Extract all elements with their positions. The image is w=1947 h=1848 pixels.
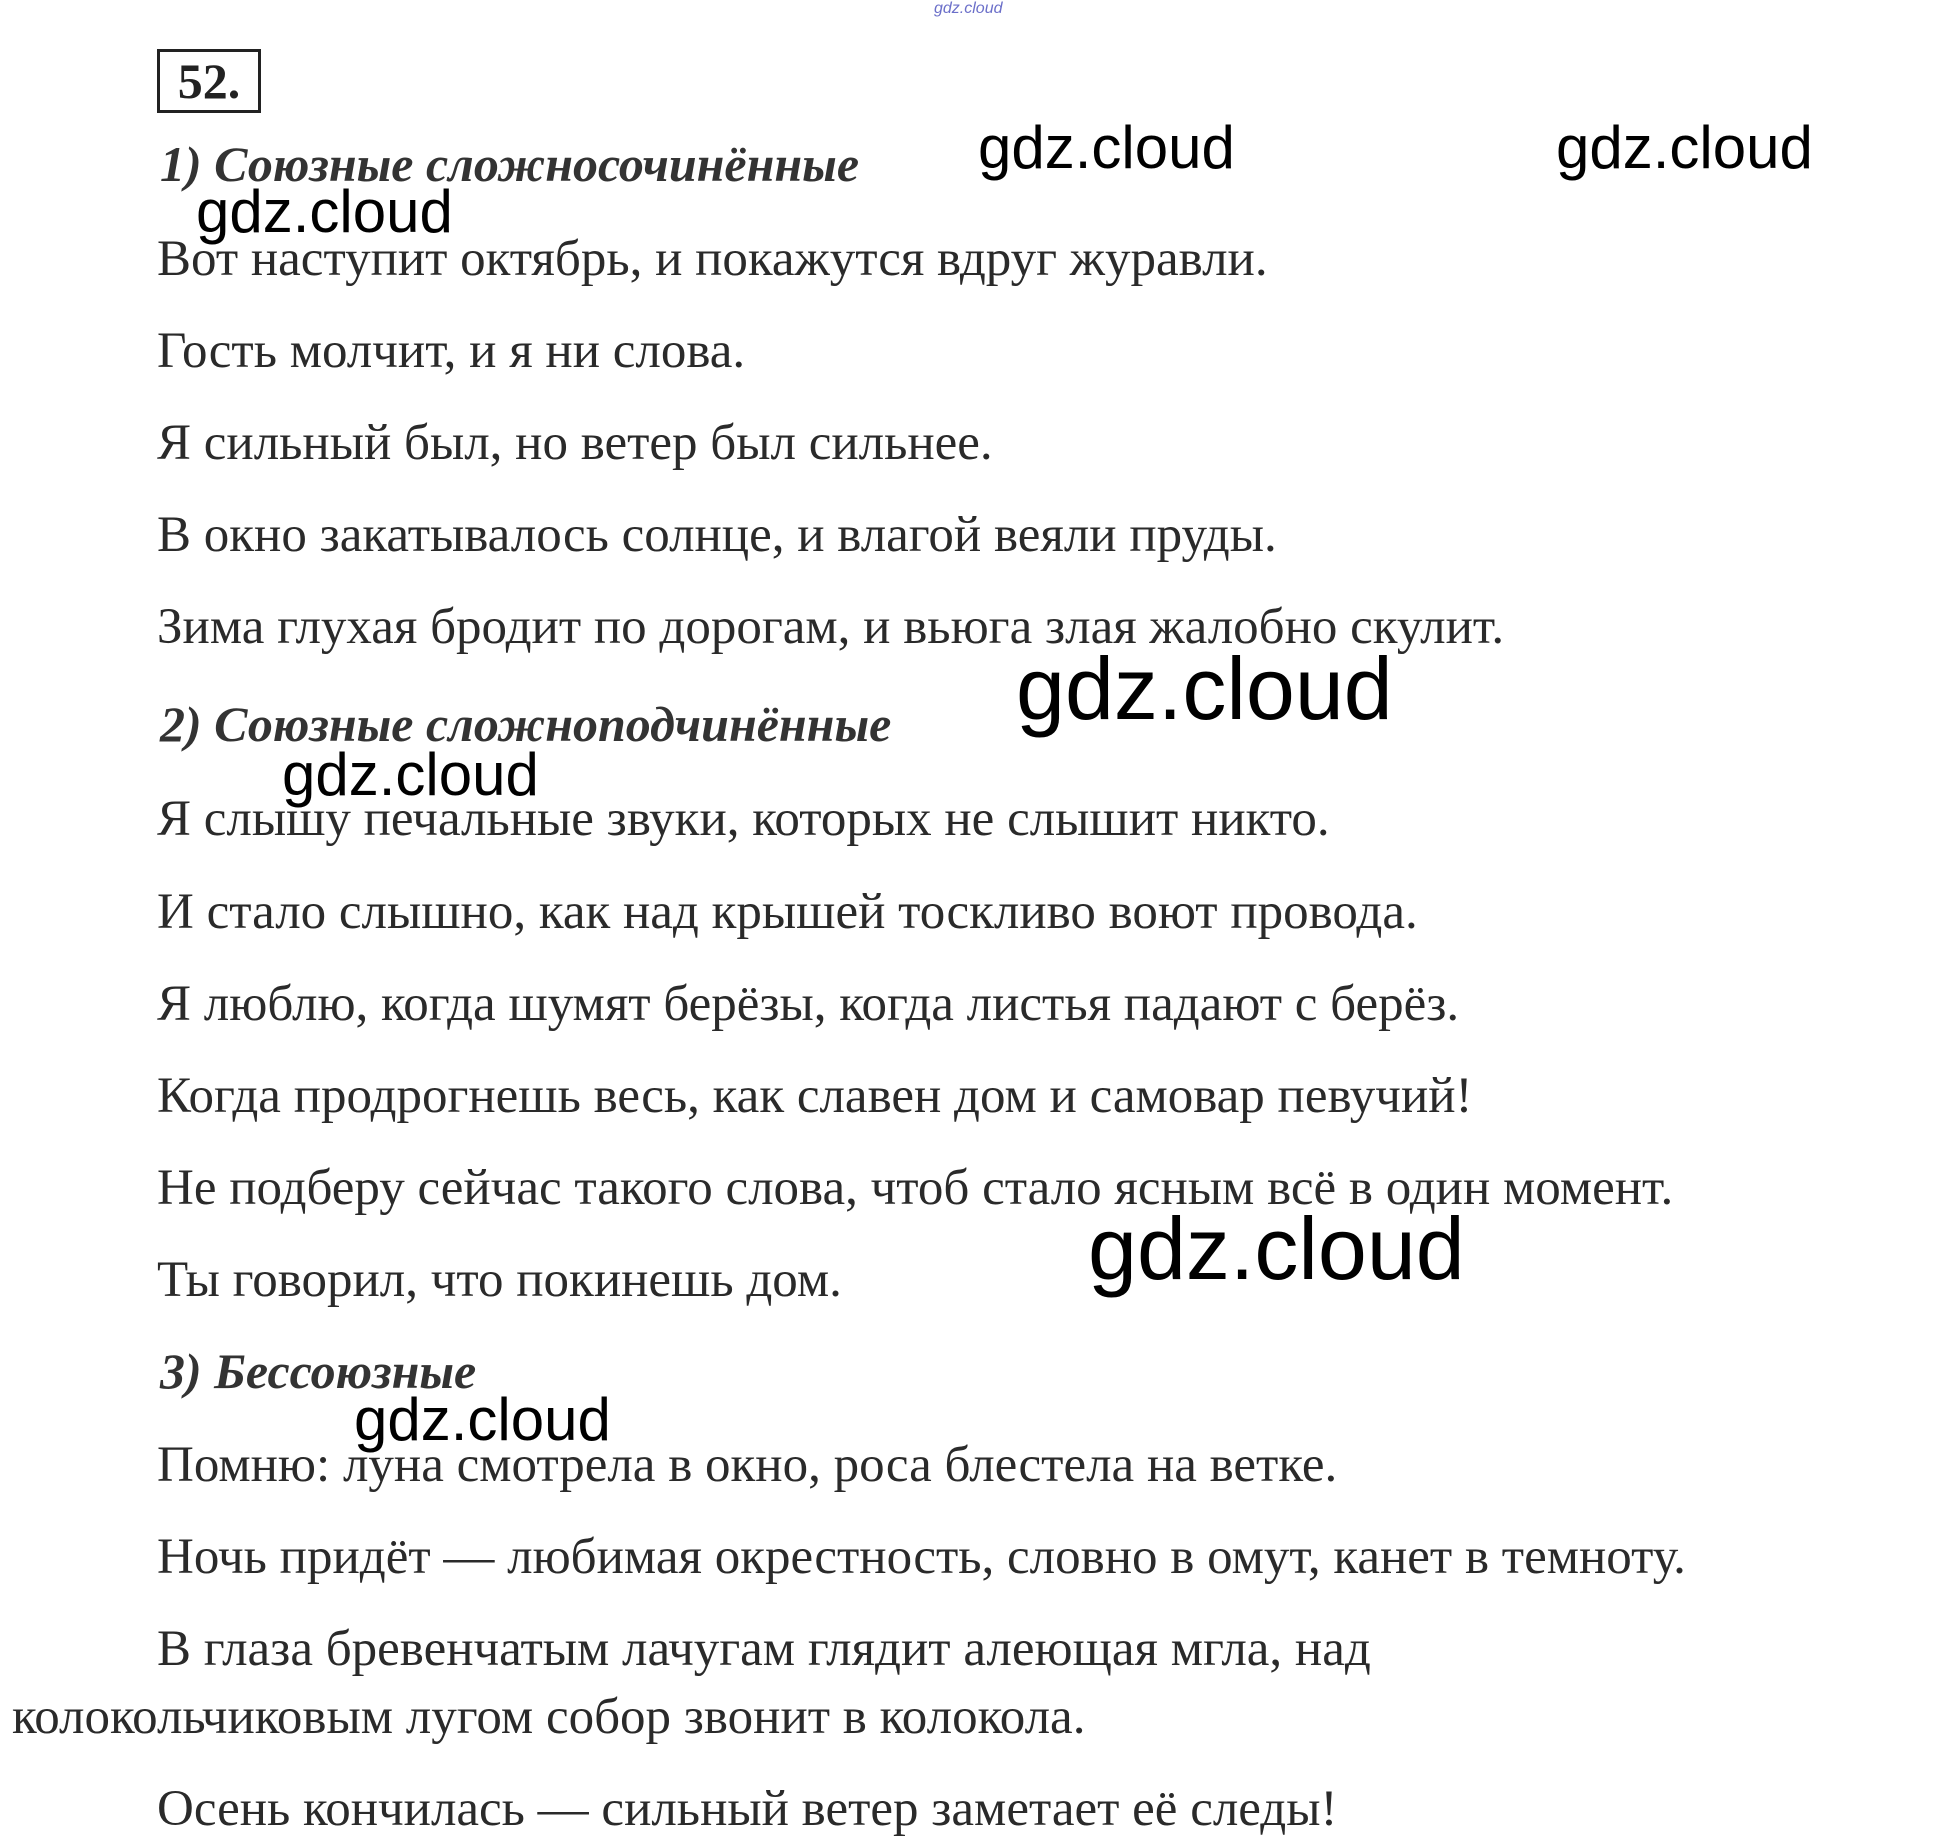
section-2-line-5: Не подберу сейчас такого слова, чтоб стало ясным всё в один момент.	[157, 1160, 1674, 1216]
section-3-line-4: колокольчиковым лугом собор звонит в колокола.	[12, 1689, 1086, 1745]
section-1-line-1: Вот наступит октябрь, и покажутся вдруг журавли.	[157, 231, 1268, 287]
section-3-line-1: Помню: луна смотрела в окно, роса блестела на ветке.	[157, 1437, 1338, 1493]
watermark: gdz.cloud	[1088, 1199, 1465, 1298]
section-1-line-4: В окно закатывалось солнце, и влагой веяли пруды.	[157, 507, 1277, 563]
section-3-line-2: Ночь придёт — любимая окрестность, словно в омут, канет в темноту.	[157, 1529, 1686, 1585]
section-3-heading: 3) Бессоюзные	[160, 1343, 477, 1399]
section-3-line-5: Осень кончилась — сильный ветер заметает её следы!	[157, 1781, 1338, 1837]
section-2-line-3: Я люблю, когда шумят берёзы, когда листья падают с берёз.	[157, 976, 1460, 1032]
watermark: gdz.cloud	[978, 114, 1235, 181]
watermark: gdz.cloud	[196, 178, 453, 245]
section-1-line-3: Я сильный был, но ветер был сильнее.	[157, 415, 993, 471]
top-watermark: gdz.cloud	[934, 0, 1003, 17]
section-2-line-1: Я слышу печальные звуки, которых не слышит никто.	[157, 791, 1330, 847]
watermark: gdz.cloud	[354, 1386, 611, 1453]
section-2-line-4: Когда продрогнешь весь, как славен дом и самовар певучий!	[157, 1068, 1473, 1124]
watermark: gdz.cloud	[282, 741, 539, 808]
watermark: gdz.cloud	[1016, 639, 1393, 738]
section-1-line-2: Гость молчит, и я ни слова.	[157, 323, 746, 379]
exercise-number: 52.	[157, 49, 261, 113]
section-3-line-3: В глаза бревенчатым лачугам глядит алеющая мгла, над	[157, 1621, 1371, 1677]
section-2-heading: 2) Союзные сложноподчинённые	[160, 696, 892, 752]
section-2-line-2: И стало слышно, как над крышей тоскливо воют провода.	[157, 884, 1418, 940]
section-1-heading: 1) Союзные сложносочинённые	[160, 136, 860, 192]
watermark: gdz.cloud	[1556, 114, 1813, 181]
section-1-line-5: Зима глухая бродит по дорогам, и вьюга злая жалобно скулит.	[157, 599, 1505, 655]
section-2-line-6: Ты говорил, что покинешь дом.	[157, 1252, 842, 1308]
